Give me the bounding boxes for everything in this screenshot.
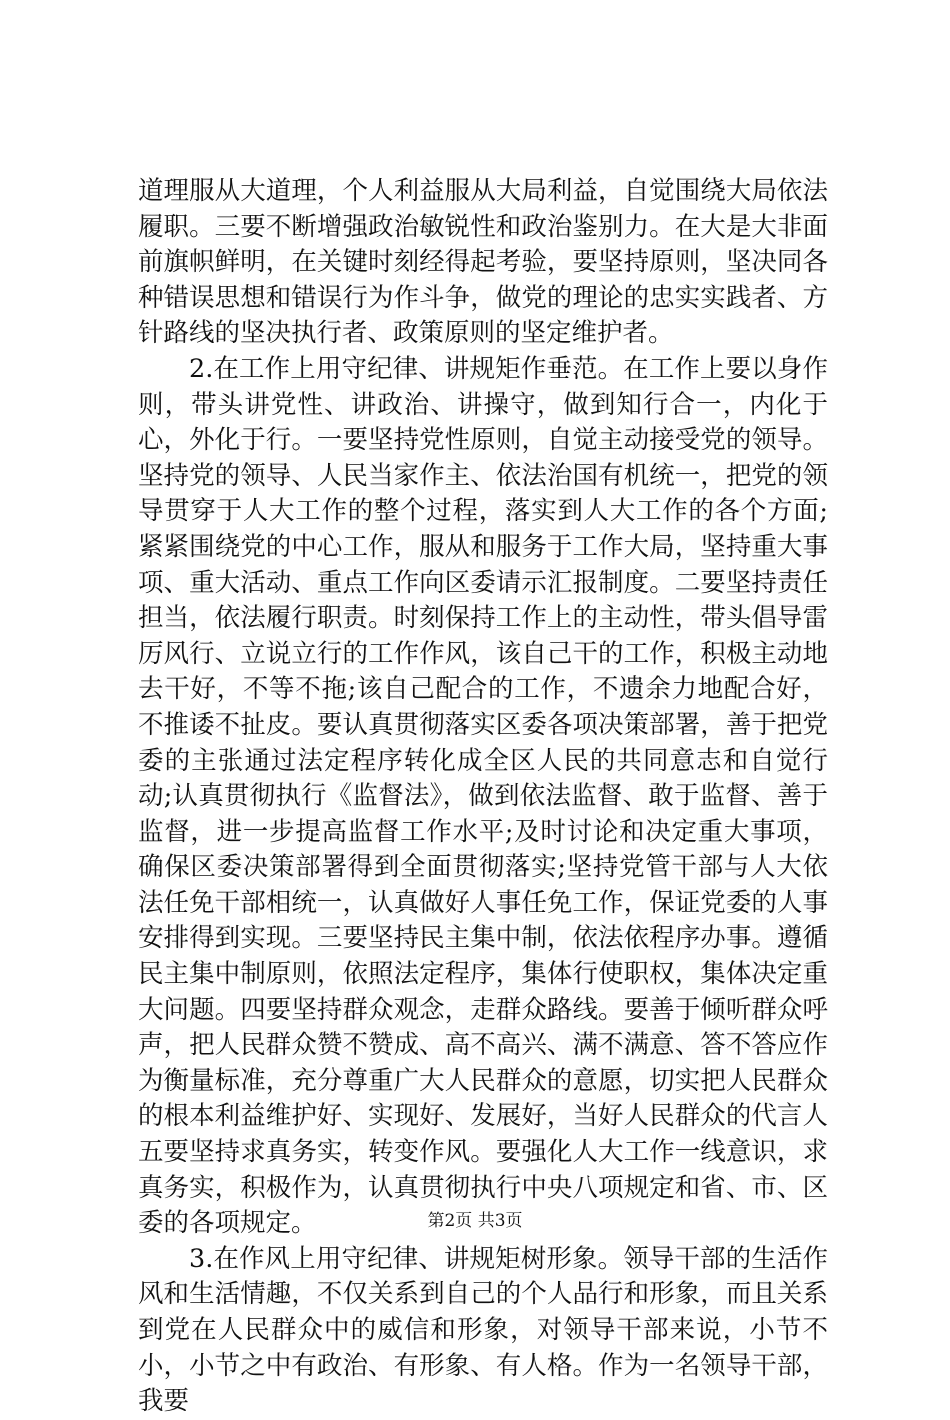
paragraph-style-discipline: 3.在作风上用守纪律、讲规矩树形象。领导干部的生活作风和生活情趣，不仅关系到自己的个人品行和形象，而且关系到党在人民群众中的威信和形象，对领导干部来说，小节不小，小节之中有政治、有形象、有人格。作为一名领导干部，我要 xyxy=(138,1243,828,1417)
paragraph-work-discipline: 2.在工作上用守纪律、讲规矩作垂范。在工作上要以身作则，带头讲党性、讲政治、讲操守，做到知行合一，内化于心，外化于行。一要坚持党性原则，自觉主动接受党的领导。坚持党的领导、人民当家作主、依法治国有机统一，把党的领导贯穿于人大工作的整个过程，落实到人大工作的各个方面;紧紧围绕党的中心工作，服从和服务于工作大局，坚持重大事项、重大活动、重点工作向区委请示汇报制度。二要坚持责任担当，依法履行职责。时刻保持工作上的主动性，带头倡导雷厉风行、立说立行的工作作风，该自己干的工作，积极主动地去干好，不等不拖;该自己配合的工作，不遗余力地配合好，不推诿不扯皮。要认真贯彻落实区委各项决策部署，善于把党委的主张通过法定程序转化成全区人民的共同意志和自觉行动;认真贯彻执行《监督法》，做到依法监督、敢于监督、善于监督，进一步提高监督工作水平;及时讨论和决定重大事项，确保区委决策部署得到全面贯彻落实;坚持党管干部与人大依法任免干部相统一，认真做好人事任免工作，保证党委的人事安排得到实现。三要坚持民主集中制，依法依程序办事。遵循民主集中制原则，依照法定程序，集体行使职权，集体决定重大问题。四要坚持群众观念，走群众路线。要善于倾听群众呼声，把人民群众赞不赞成、高不高兴、满不满意、答不答应作为衡量标准，充分尊重广大人民群众的意愿，切实把人民群众的根本利益维护好、实现好、发展好，当好人民群众的代言人五要坚持求真务实，转变作风。要强化人大工作一线意识，求真务实，积极作为，认真贯彻执行中央八项规定和省、市、区委的各项规定。 xyxy=(138,353,828,1239)
body-text xyxy=(138,174,828,1420)
paragraph-continuation: 道理服从大道理，个人利益服从大局利益，自觉围绕大局依法履职。三要不断增强政治敏锐性和政治鉴别力。在大是大非面前旗帜鲜明，在关键时刻经得起考验，要坚持原则，坚决同各种错误思想和错误行为作斗争，做党的理论的忠实实践者、方针路线的坚决执行者、政策原则的坚定维护者。 xyxy=(138,176,828,349)
page-number-footer: 第2页 共3页 xyxy=(427,1211,523,1231)
